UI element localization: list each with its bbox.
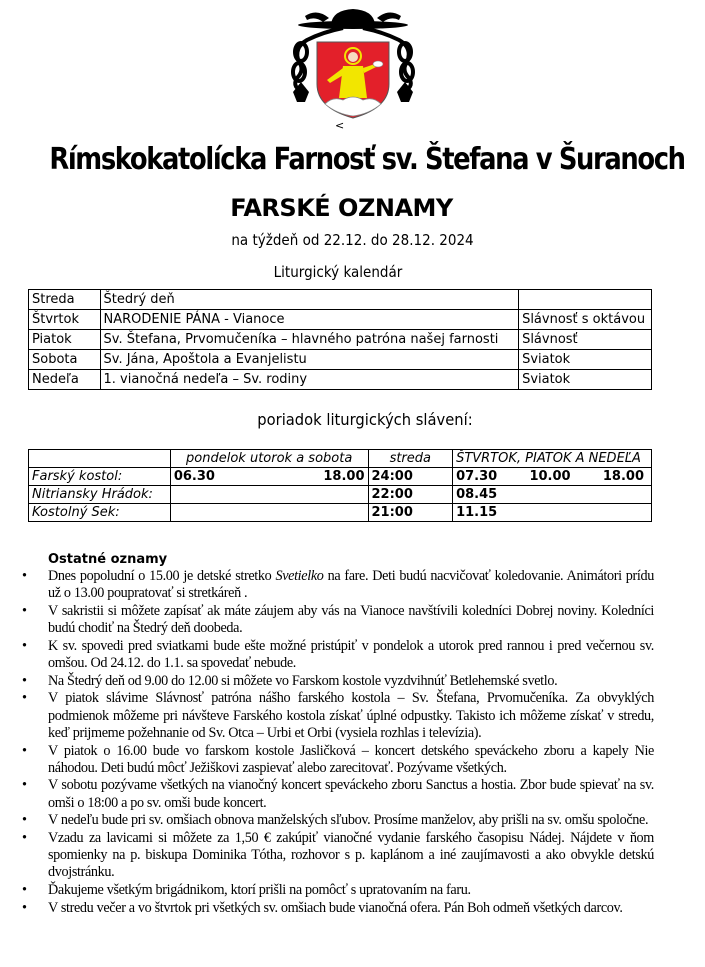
table-row [29,310,652,330]
page-title: FARSKÉ OZNAMY [230,194,453,222]
bullet-icon: • [22,899,27,916]
rank-cell [519,290,652,310]
list-item [22,603,654,637]
announcement-text: Na Štedrý deň od 9.00 do 12.00 si môžete vo Farskom kostole vyzdvihnúť Betlehemské svetlo. [48,672,558,689]
time: 06.30 [173,468,215,484]
column-header-holidays: ŠTVRTOK, PIATOK A NEDEĽA [453,450,652,468]
wednesday-time-cell: 24:00 [368,468,453,486]
feast-cell: Sv. Štefana, Prvomučeníka – hlavného patróna našej farnosti [100,330,519,350]
bullet-icon: • [22,777,27,794]
calendar-heading: Liturgický kalendár [273,263,403,281]
feast-cell: Sv. Jána, Apoštola a Evanjelistu [100,350,519,370]
place-cell: Kostolný Sek: [29,504,171,522]
column-header [29,450,171,468]
announcement-text: K sv. spovedi pred sviatkami bude ešte možné pristúpiť v pondelok a utorok pred rannou i pred večernou sv. omšou. Od 24.12. do 1.1. sa spovedať nebude. [48,637,654,672]
announcement-text: V sakristii si môžete zapísať ak máte záujem aby vás na Vianoce navštívili koledníci Dobrej noviny. Koledníci budú chodiť na Štedrý deň doobeda. [48,602,654,637]
list-item [22,638,654,672]
announcement-text: V sobotu pozývame všetkých na vianočný koncert speváckeho zboru Sanctus a hostia. Zbor bude spievať na sv. omši o 18:00 a po sv. omši bude koncert. [48,777,654,811]
announcements-heading: Ostatné oznamy [48,552,168,567]
parish-coat-of-arms [283,4,423,122]
rank-cell: Sviatok [519,350,652,370]
announcement-text: V piatok slávime Slávnosť patróna nášho farského kostola – Sv. Štefana, Prvomučeníka. Za obvyklých podmienok môžeme pri návšteve Farského kostola získať úplné odpustky. Takisto ich môžeme získať v stredu, keď prijmeme požehnanie od Sv. Otca – Urbi et Orbi (vysiela rozhlas i televízia). [48,690,654,741]
bullet-icon: • [22,602,27,619]
announcement-text: V stredu večer a vo štvrtok pri všetkých sv. omšiach bude vianočná ofera. Pán Boh odmeň všetkých darcov. [48,899,623,916]
list-item [22,882,654,899]
table-row [29,486,652,504]
time: 18.00 [602,468,644,484]
list-item [22,568,654,602]
list-item [22,690,654,742]
bullet-icon: • [22,812,27,829]
feast-cell: NARODENIE PÁNA - Vianoce [100,310,519,330]
weekday-times-cell [170,486,368,504]
announcement-text: Ďakujeme všetkým brigádnikom, ktorí prišli na pomôcť s upratovaním na faru. [48,882,471,899]
feast-cell: 1. vianočná nedeľa – Sv. rodiny [100,370,519,390]
bullet-icon: • [22,882,27,899]
list-item [22,743,654,777]
bullet-icon: • [22,830,27,847]
bullet-icon: • [22,672,27,689]
time: 10.00 [529,468,571,484]
rank-cell: Slávnosť s oktávou [519,310,652,330]
table-row [29,468,652,486]
table-row [29,504,652,522]
day-cell: Piatok [29,330,101,350]
crest-marker: < [335,119,345,132]
shield-icon [317,42,389,118]
rank-cell: Sviatok [519,370,652,390]
week-range: na týždeň od 22.12. do 28.12. 2024 [231,231,474,249]
table-row [29,370,652,390]
list-item [22,777,654,811]
time: 07.30 [456,468,498,484]
table-row [29,350,652,370]
holiday-times-cell [453,486,652,504]
announcement-text: V nedeľu bude pri sv. omšiach obnova manželských sľubov. Prosíme manželov, aby prišli na sv. omšu spoločne. [48,812,649,829]
mass-schedule-table [28,449,652,522]
parish-title: Rímskokatolícka Farnosť sv. Štefana v Šuranoch [49,142,685,177]
table-row [29,330,652,350]
day-cell: Štvrtok [29,310,101,330]
bullet-icon: • [22,568,27,584]
place-cell: Farský kostol: [29,468,171,486]
time: 08.45 [456,486,498,502]
bullet-icon: • [22,637,27,654]
holiday-times-cell [453,504,652,522]
announcement-text: na fare. Deti budú nacvičovať koledovanie. Animátori prídu už o 13.00 poupratovať si stretkáreň . [48,568,654,602]
list-item [22,812,654,829]
list-item [22,830,654,882]
schedule-heading: poriadok liturgických slávení: [257,410,473,429]
announcement-italic: Svetielko [275,568,324,584]
wednesday-time-cell: 22:00 [368,486,453,504]
feast-cell: Štedrý deň [100,290,519,310]
day-cell: Sobota [29,350,101,370]
day-cell: Streda [29,290,101,310]
announcement-text: Vzadu za lavicami si môžete za 1,50 € zakúpiť vianočné vydanie farského časopisu Nádej. Nájdete v ňom spomienky na p. biskupa Dominika Tótha, rozhovor s p. kaplánom a iné zaujímavosti a ako obvykle detskú dvojstránku. [48,830,654,881]
rank-cell: Slávnosť [519,330,652,350]
bullet-icon: • [22,742,27,759]
table-row [29,290,652,310]
place-cell: Nitriansky Hrádok: [29,486,171,504]
column-header-weekdays: pondelok utorok a sobota [170,450,368,468]
list-item [22,673,654,690]
announcements-list [22,568,654,918]
time: 18.00 [323,468,365,484]
wednesday-time-cell: 21:00 [368,504,453,522]
day-cell: Nedeľa [29,370,101,390]
column-header-wednesday: streda [368,450,453,468]
galero-hat-icon [298,9,408,29]
bullet-icon: • [22,690,27,707]
list-item [22,900,654,917]
weekday-times-cell [170,504,368,522]
announcement-text: Dnes popoludní o 15.00 je detské stretko [48,568,276,584]
time: 11.15 [456,504,498,520]
holiday-times-cell [453,468,652,486]
weekday-times-cell [170,468,368,486]
liturgical-calendar-table [28,289,652,390]
announcement-text: V piatok o 16.00 bude vo farskom kostole Jasličková – koncert detského speváckeho zboru a kapely Nie náhodou. Deti budú môcť Ježiškovi zaspievať alebo zarecitovať. Pozývame všetkých. [48,742,654,776]
table-header-row [29,450,652,468]
